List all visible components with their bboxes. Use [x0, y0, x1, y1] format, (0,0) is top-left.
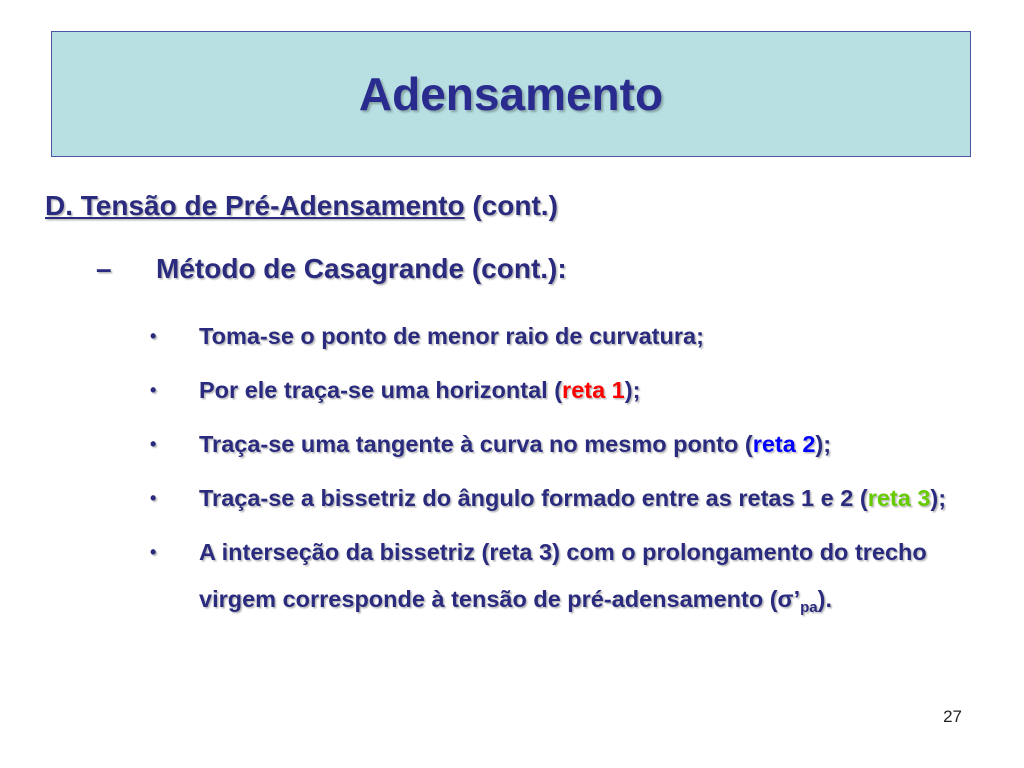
bullet-dot-icon: • — [150, 380, 157, 400]
highlight-reta-2: reta 2 — [752, 431, 816, 457]
highlight-reta-3: reta 3 — [867, 485, 931, 511]
bullet-dot-icon: • — [150, 488, 157, 508]
bullet-text-end: ); — [930, 485, 947, 511]
dash-marker: – — [96, 253, 112, 284]
section-heading-rest: (cont.) — [464, 190, 558, 221]
bullet-item — [150, 313, 980, 360]
bullet-text-end: ); — [815, 431, 832, 457]
bullet-text: Por ele traça-se uma horizontal ( — [199, 377, 563, 403]
bullet-text: Traça-se a bissetriz do ângulo formado entre as retas 1 e 2 ( — [199, 485, 868, 511]
bullet-text-end: ). — [817, 586, 833, 612]
subheading-text: Método de Casagrande (cont.): — [156, 253, 567, 284]
bullet-dot-icon: • — [150, 542, 157, 562]
sigma-subscript: pa — [800, 599, 818, 616]
bullet-dot-icon: • — [150, 326, 157, 346]
bullet-dot-icon: • — [150, 434, 157, 454]
bullet-list — [150, 313, 980, 638]
section-heading — [45, 190, 558, 222]
bullet-text: A interseção da bissetriz (reta 3) com o prolongamento do trecho virgem corresponde à tensão de pré-adensamento ( — [199, 539, 927, 612]
slide-title: Adensamento — [358, 68, 664, 120]
section-heading-underlined: D. Tensão de Pré-Adensamento — [45, 190, 465, 221]
bullet-text: Traça-se uma tangente à curva no mesmo ponto ( — [199, 431, 753, 457]
bullet-item — [150, 529, 980, 631]
bullet-item — [150, 475, 980, 522]
bullet-text: Toma-se o ponto de menor raio de curvatura; — [199, 323, 704, 349]
subheading — [96, 253, 567, 285]
title-box — [51, 31, 971, 157]
bullet-item — [150, 421, 980, 468]
highlight-reta-1: reta 1 — [562, 377, 625, 403]
bullet-text-end: ); — [624, 377, 641, 403]
sigma-symbol: σ’ — [777, 586, 801, 612]
page-number: 27 — [943, 707, 962, 726]
bullet-item — [150, 367, 980, 414]
